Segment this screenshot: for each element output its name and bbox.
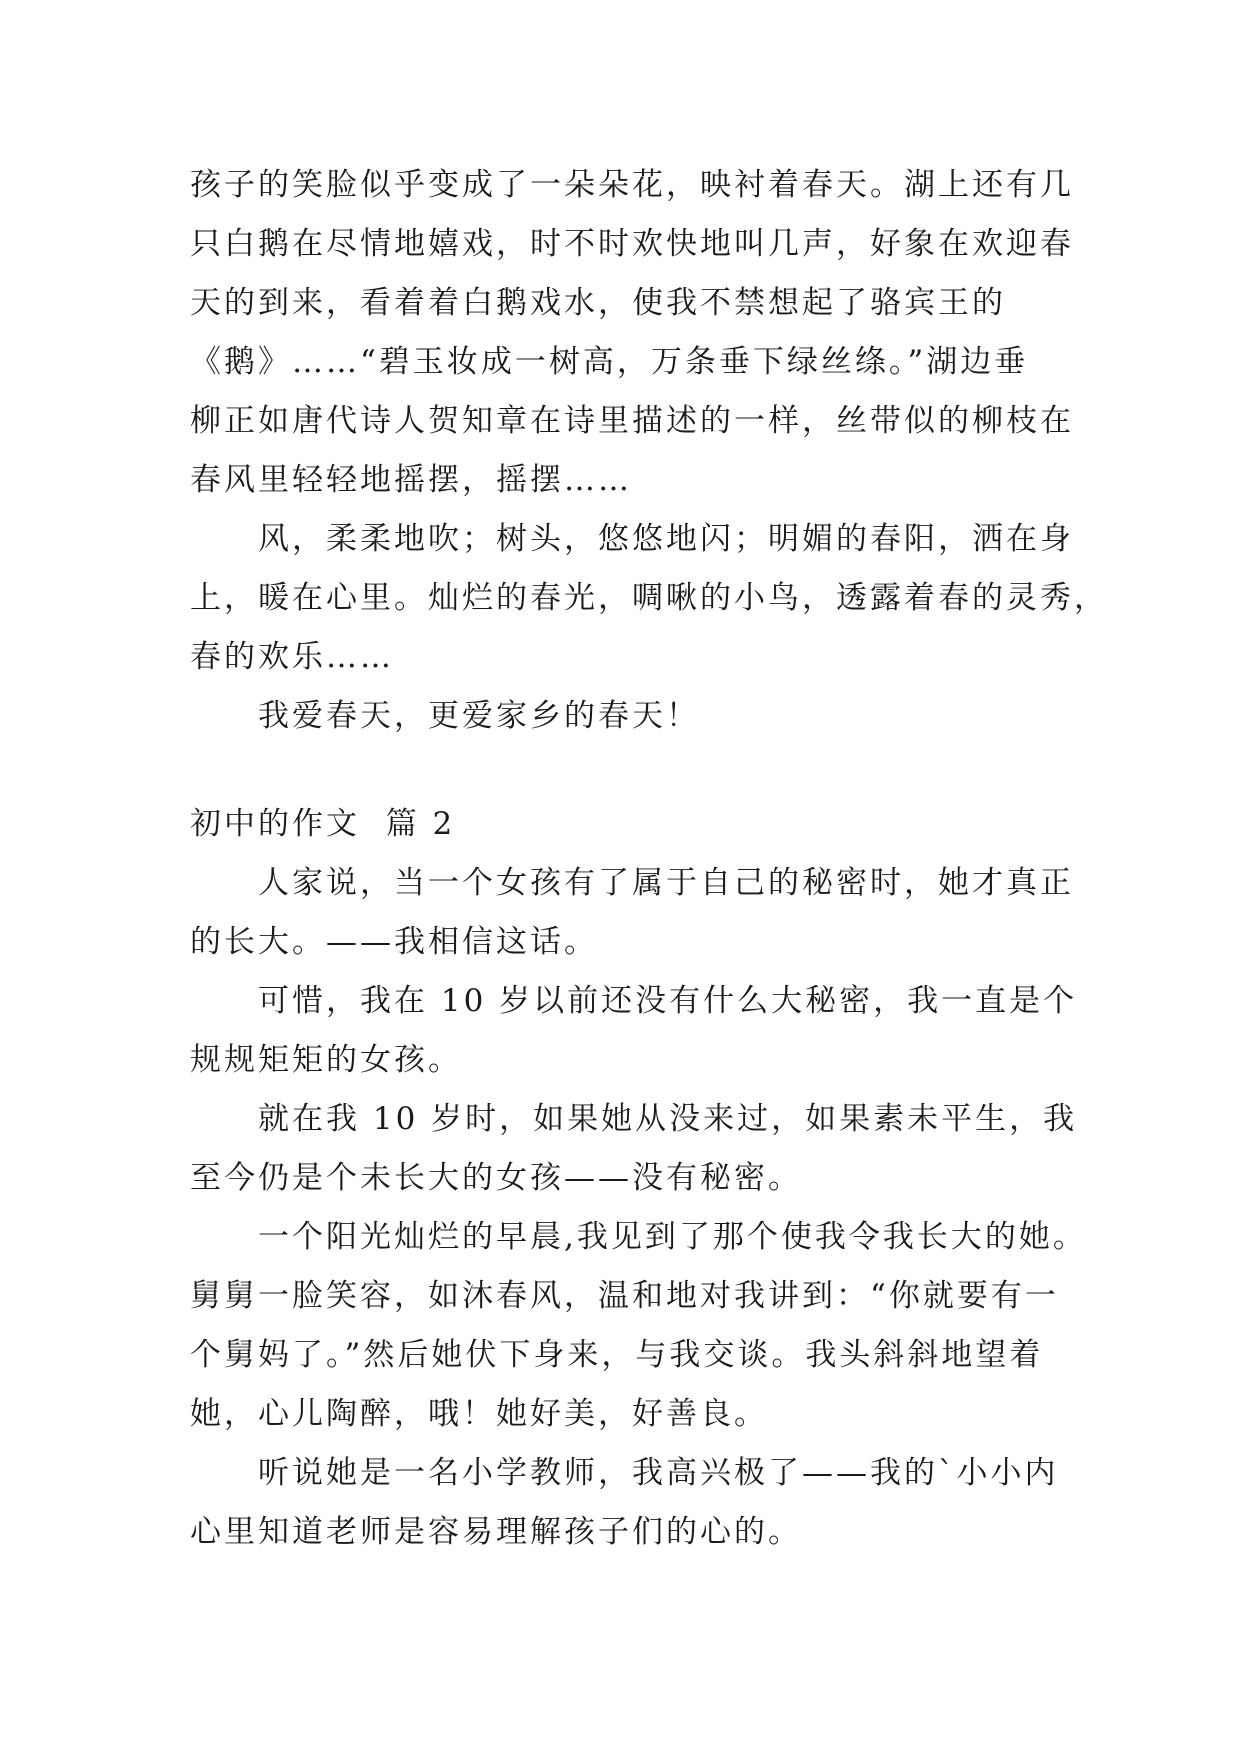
text-line: 至今仍是个未长大的女孩——没有秘密。 — [190, 1160, 802, 1196]
text-line: 规规矩矩的女孩。 — [190, 1042, 462, 1078]
text-line: 风，柔柔地吹；树头，悠悠地闪；明媚的春阳，洒在身 — [258, 521, 1074, 557]
text-line: 她，心儿陶醉，哦！她好美，好善良。 — [190, 1396, 768, 1432]
text-line: 上，暖在心里。灿烂的春光，啁啾的小鸟，透露着春的灵秀， — [190, 580, 1108, 616]
text-line: 可惜，我在 10 岁以前还没有什么大秘密，我一直是个 — [258, 983, 1078, 1019]
paragraph — [190, 1090, 1078, 1208]
text-line: 我爱春天，更爱家乡的春天！ — [258, 698, 700, 734]
text-line: 个舅妈了。”然后她伏下身来，与我交谈。我头斜斜地望着 — [190, 1337, 1044, 1373]
paragraph — [190, 1208, 1087, 1444]
text-line: 的长大。——我相信这话。 — [190, 924, 598, 960]
text-line: 春风里轻轻地摇摆，摇摆…… — [190, 462, 632, 498]
text-line: 只白鹅在尽情地嬉戏，时不时欢快地叫几声，好象在欢迎春 — [190, 226, 1074, 262]
text-line: 天的到来，看着着白鹅戏水，使我不禁想起了骆宾王的 — [190, 285, 1006, 321]
text-line: 人家说，当一个女孩有了属于自己的秘密时，她才真正 — [258, 865, 1074, 901]
text-line: 心里知道老师是容易理解孩子们的心的。 — [190, 1514, 802, 1550]
paragraph — [190, 687, 1060, 746]
text-line: 柳正如唐代诗人贺知章在诗里描述的一样，丝带似的柳枝在 — [190, 403, 1074, 439]
paragraph — [190, 1444, 1060, 1562]
paragraph — [190, 972, 1078, 1090]
text-line: 舅舅一脸笑容，如沐春风，温和地对我讲到：“你就要有一 — [190, 1278, 1059, 1314]
paragraph — [190, 510, 1108, 687]
paragraph — [190, 854, 1074, 972]
text-line: 听说她是一名小学教师，我高兴极了——我的`小小内 — [258, 1455, 1059, 1491]
text-line: 就在我 10 岁时，如果她从没来过，如果素未平生，我 — [258, 1101, 1078, 1137]
text-line: 春的欢乐…… — [190, 639, 394, 675]
section-heading: 初中的作文 篇 2 — [190, 806, 456, 842]
paragraph — [190, 156, 1074, 510]
continued-essay-text — [190, 156, 1108, 746]
text-line: 《鹅》……“碧玉妆成一树高，万条垂下绿丝绦。”湖边垂 — [190, 344, 1029, 380]
text-line: 孩子的笑脸似乎变成了一朵朵花，映衬着春天。湖上还有几 — [190, 167, 1074, 203]
text-line: 一个阳光灿烂的早晨,我见到了那个使我令我长大的她。 — [258, 1219, 1087, 1255]
second-essay — [190, 795, 1087, 1562]
